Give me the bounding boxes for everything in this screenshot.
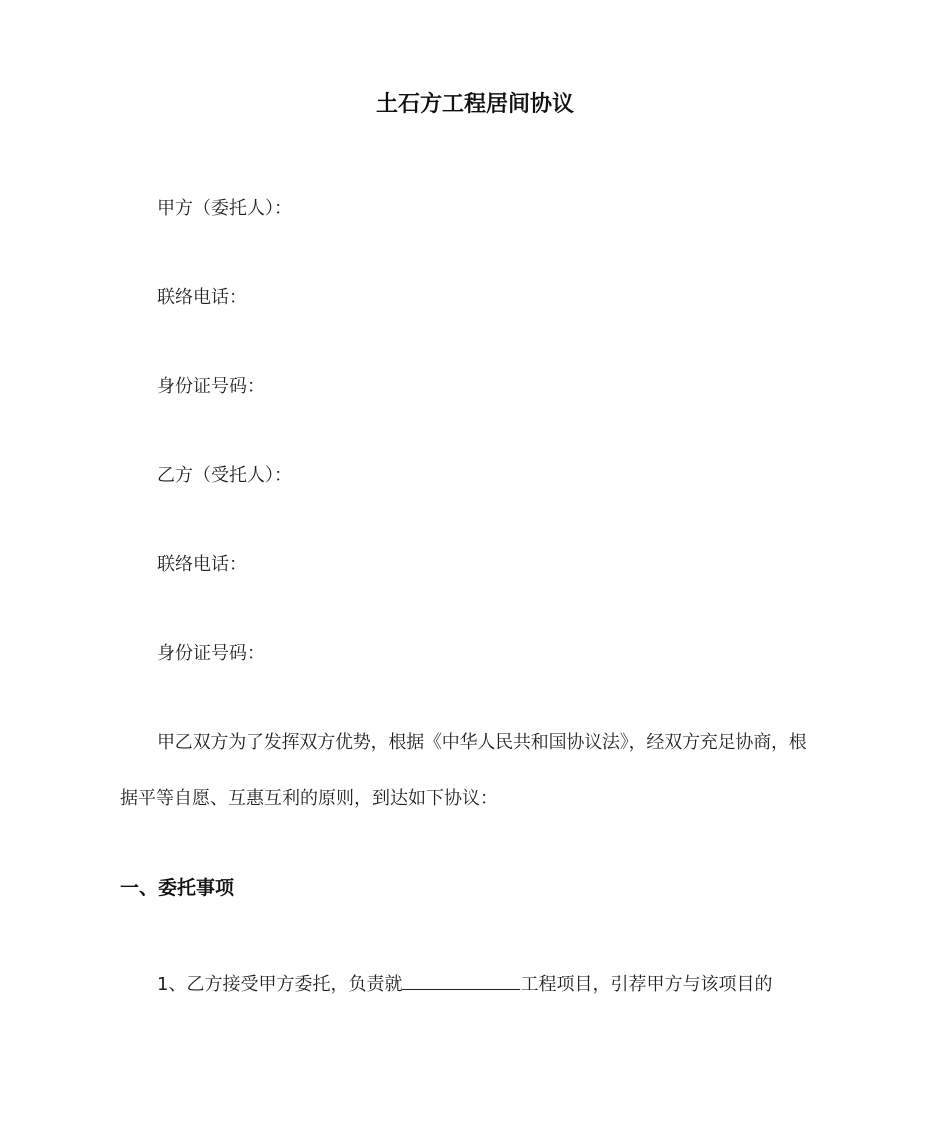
party-a-id-label: 身份证号码： — [157, 376, 265, 397]
section-1-heading: 一、委托事项 — [120, 877, 235, 899]
clause-1-prefix: 1、乙方接受甲方委托，负责就 — [157, 974, 403, 995]
clause-1-suffix: 工程项目，引荐甲方与该项目的 — [520, 974, 773, 995]
preamble-line-1: 甲乙双方为了发挥双方优势，根据《中华人民共和国协议法》，经双方充足协商，根 — [157, 732, 807, 753]
party-a-phone-label: 联络电话： — [157, 287, 247, 308]
document-title: 土石方工程居间协议 — [375, 92, 574, 117]
party-b-label: 乙方（受托人）： — [157, 465, 292, 486]
blank-underline — [402, 971, 520, 990]
party-b-id-label: 身份证号码： — [157, 643, 265, 664]
party-b-phone-label: 联络电话： — [157, 554, 247, 575]
party-a-label: 甲方（委托人）： — [157, 198, 292, 219]
preamble-line-2: 据平等自愿、互惠互利的原则，到达如下协议： — [120, 788, 498, 809]
clause-1 — [157, 971, 772, 997]
